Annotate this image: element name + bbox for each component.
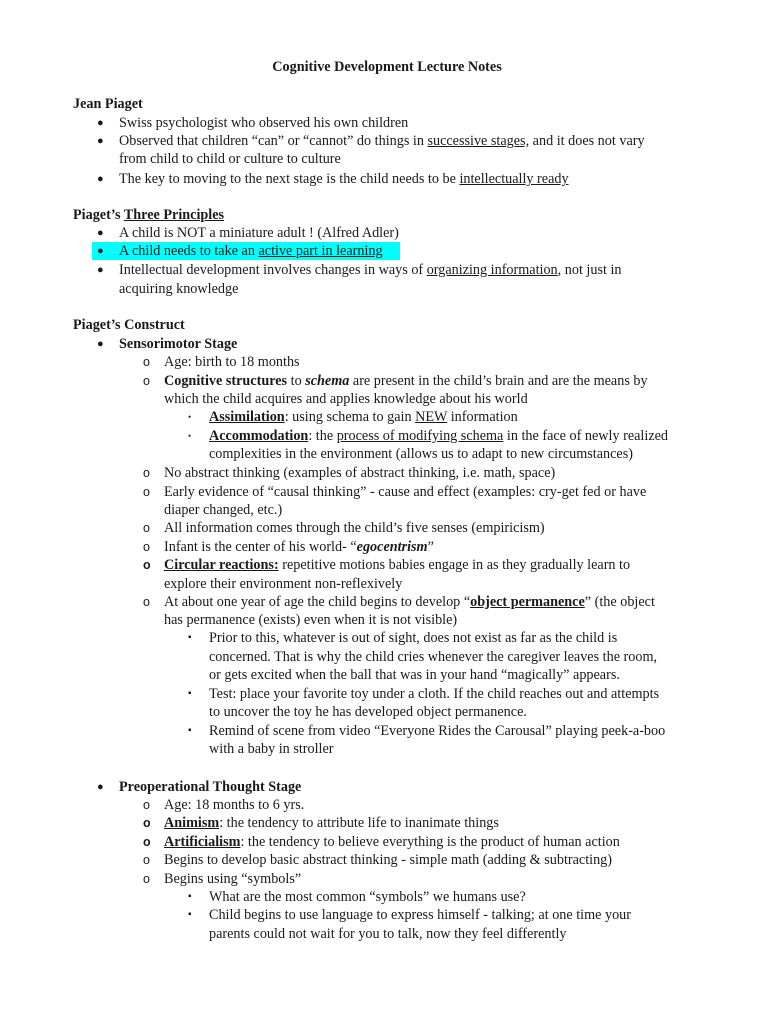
list-item-continued: or gets excited when the ball that was in your hand “magically” appears. xyxy=(209,667,620,683)
list-item: Animism: the tendency to attribute life to inanimate things xyxy=(164,815,499,831)
circle-marker: o xyxy=(143,485,150,499)
circle-marker: o xyxy=(143,835,151,849)
list-item-continued: to uncover the toy he has developed object permanence. xyxy=(209,704,527,720)
list-item-continued: which the child acquires and applies knowledge about his world xyxy=(164,391,528,407)
bullet-marker: ● xyxy=(97,338,104,350)
square-marker: ▪ xyxy=(188,632,192,643)
list-item: Infant is the center of his world- “egocentrism” xyxy=(164,539,434,555)
list-item: The key to moving to the next stage is the child needs to be intellectually ready xyxy=(119,171,569,187)
circle-marker: o xyxy=(143,540,150,554)
circle-marker: o xyxy=(143,853,150,867)
stage-sensorimotor: Sensorimotor Stage xyxy=(119,336,238,352)
list-item: Early evidence of “causal thinking” - cause and effect (examples: cry-get fed or have xyxy=(164,484,647,500)
list-item-highlighted: A child needs to take an active part in learning xyxy=(119,243,383,259)
circle-marker: o xyxy=(143,816,151,830)
list-item: Begins to develop basic abstract thinking - simple math (adding & subtracting) xyxy=(164,852,612,868)
heading-jean-piaget: Jean Piaget xyxy=(73,96,143,112)
bullet-marker: ● xyxy=(97,117,104,129)
list-item: All information comes through the child’s five senses (empiricism) xyxy=(164,520,545,536)
list-item-continued: from child to child or culture to culture xyxy=(119,151,341,167)
list-item: Swiss psychologist who observed his own children xyxy=(119,115,409,131)
list-item: Test: place your favorite toy under a cloth. If the child reaches out and attempts xyxy=(209,686,660,702)
square-marker: • xyxy=(188,412,192,422)
list-item-continued: complexities in the environment (allows us to adapt to new circumstances) xyxy=(209,446,633,462)
list-item: Child begins to use language to express himself - talking; at one time your xyxy=(209,907,631,923)
circle-marker: o xyxy=(143,521,150,535)
page-title: Cognitive Development Lecture Notes xyxy=(272,59,502,75)
list-item-continued: with a baby in stroller xyxy=(209,741,334,757)
square-marker: • xyxy=(188,431,192,441)
circle-marker: o xyxy=(143,558,151,572)
list-item: Observed that children “can” or “cannot” do things in successive stages, and it does not vary xyxy=(119,133,645,149)
list-item: Intellectual development involves changes in ways of organizing information, not just in xyxy=(119,262,622,278)
square-marker: ▪ xyxy=(188,891,192,902)
circle-marker: o xyxy=(143,872,150,886)
list-item: Accommodation: the process of modifying schema in the face of newly realized xyxy=(209,428,669,444)
list-item: Remind of scene from video “Everyone Rides the Carousal” playing peek-a-boo xyxy=(209,723,666,739)
list-item: What are the most common “symbols” we humans use? xyxy=(209,889,526,905)
bullet-marker: ● xyxy=(97,135,104,147)
list-item-continued: parents could not wait for you to talk, now they feel differently xyxy=(209,926,567,942)
square-marker: ▪ xyxy=(188,688,192,699)
bullet-marker: ● xyxy=(97,264,104,276)
list-item: Artificialism: the tendency to believe everything is the product of human action xyxy=(164,834,620,850)
bullet-marker: ● xyxy=(97,245,104,257)
list-item-continued: concerned. That is why the child cries whenever the caregiver leaves the room, xyxy=(209,649,658,665)
list-item: A child is NOT a miniature adult ! (Alfred Adler) xyxy=(119,225,399,241)
circle-marker: o xyxy=(143,374,150,388)
circle-marker: o xyxy=(143,466,150,480)
list-item: Cognitive structures to schema are present in the child’s brain and are the means by xyxy=(164,373,648,389)
bullet-marker: ● xyxy=(97,173,104,185)
list-item: Circular reactions: repetitive motions babies engage in as they gradually learn to xyxy=(164,557,631,573)
list-item: No abstract thinking (examples of abstract thinking, i.e. math, space) xyxy=(164,465,556,481)
circle-marker: o xyxy=(143,355,150,369)
stage-preoperational: Preoperational Thought Stage xyxy=(119,779,302,795)
bullet-marker: ● xyxy=(97,227,104,239)
list-item: At about one year of age the child begins to develop “object permanence” (the object xyxy=(164,594,655,610)
list-item-continued: explore their environment non-reflexively xyxy=(164,576,403,592)
list-item: Begins using “symbols” xyxy=(164,871,302,887)
list-item-continued: acquiring knowledge xyxy=(119,281,239,297)
circle-marker: o xyxy=(143,595,150,609)
list-item-continued: diaper changed, etc.) xyxy=(164,502,283,518)
square-marker: ▪ xyxy=(188,909,192,920)
list-item: Assimilation: using schema to gain NEW information xyxy=(209,409,518,425)
list-item: Age: 18 months to 6 yrs. xyxy=(164,797,305,813)
list-item: Prior to this, whatever is out of sight, does not exist as far as the child is xyxy=(209,630,618,646)
circle-marker: o xyxy=(143,798,150,812)
heading-three-principles: Piaget’s Three Principles xyxy=(73,207,225,223)
list-item-continued: has permanence (exists) even when it is not visible) xyxy=(164,612,458,628)
list-item: Age: birth to 18 months xyxy=(164,354,300,370)
square-marker: ▪ xyxy=(188,725,192,736)
heading-construct: Piaget’s Construct xyxy=(73,317,185,333)
bullet-marker: ● xyxy=(97,781,104,793)
